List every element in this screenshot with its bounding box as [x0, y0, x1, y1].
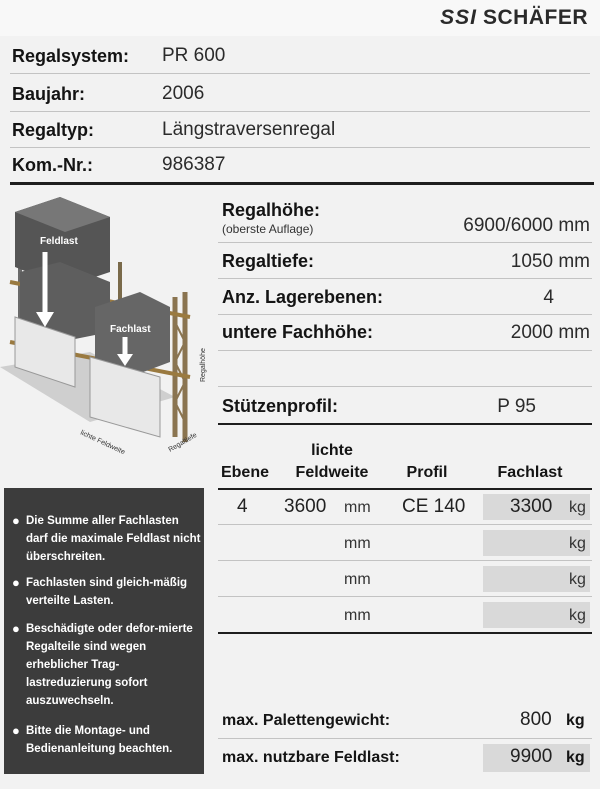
notice-text: Fachlasten sind gleich-mäßig verteilte Lasten. — [26, 577, 188, 607]
spec-label-profile: Stützenprofil: — [222, 396, 338, 416]
divider — [10, 73, 590, 74]
table-header-rule — [218, 488, 592, 490]
bottom-value-pallet: 800 — [520, 709, 552, 730]
table-header-profile: Profil — [406, 464, 448, 481]
spec-label-height: Regalhöhe: — [222, 200, 321, 220]
section-rule — [218, 423, 592, 425]
spec-value-levels: 4 — [543, 287, 554, 308]
illustration-label-feldlast: Feldlast — [40, 236, 78, 247]
illustration-label-fachlast: Fachlast — [110, 324, 151, 335]
notice-item — [12, 620, 202, 710]
spec-value-profile: P 95 — [497, 396, 536, 417]
table-cell-load-unit: kg — [569, 607, 586, 624]
info-value-system: PR 600 — [162, 45, 226, 66]
bottom-unit-field: kg — [566, 749, 585, 766]
spec-value-lower: 2000 mm — [510, 322, 590, 343]
table-header-level: Ebene — [220, 464, 269, 481]
info-label-system: Regalsystem: — [12, 46, 130, 66]
divider — [218, 560, 592, 561]
divider — [218, 596, 592, 597]
notice-text: Bitte die Montage- und Bedienanleitung beachten. — [26, 725, 173, 755]
section-rule — [10, 182, 594, 185]
illustration-label-height: Regalhöhe — [200, 348, 207, 382]
info-label-year: Baujahr: — [12, 84, 86, 104]
info-value-type: Längstraversenregal — [162, 119, 336, 140]
bullet-icon: ● — [12, 513, 20, 528]
divider — [218, 738, 592, 739]
illustration-label-width: lichte Feldweite — [79, 429, 126, 457]
notice-text: Beschädigte oder defor-mierte Regalteile sind wegen erheblicher Trag-lastreduzierung sofort auszuwechseln. — [26, 623, 193, 707]
table-cell-width-unit: mm — [344, 499, 371, 516]
notice-item — [12, 722, 202, 758]
info-label-kom: Kom.-Nr.: — [12, 155, 93, 175]
table-header-width-line2: Feldweite — [295, 464, 369, 481]
table-header-load: Fachlast — [497, 464, 563, 481]
divider — [218, 524, 592, 525]
info-value-year: 2006 — [162, 83, 205, 104]
table-cell-load-unit: kg — [569, 571, 586, 588]
info-label-type: Regaltyp: — [12, 120, 95, 140]
spec-label-levels: Anz. Lagerebenen: — [222, 287, 384, 307]
table-cell-width-unit: mm — [344, 607, 371, 624]
divider — [218, 386, 592, 387]
bullet-icon: ● — [12, 723, 20, 738]
info-value-kom: 986387 — [162, 154, 226, 175]
divider — [218, 278, 592, 279]
spec-label-lower: untere Fachhöhe: — [222, 322, 374, 342]
table-cell-width-unit: mm — [344, 571, 371, 588]
illustration-label-depth: Regaltiefe — [167, 431, 199, 454]
table-bottom-rule — [218, 632, 592, 634]
table-cell-load-unit: kg — [569, 499, 586, 516]
divider — [10, 111, 590, 112]
bottom-label-pallet: max. Palettengewicht: — [222, 712, 391, 729]
table-cell-load-unit: kg — [569, 535, 586, 552]
spec-sublabel-height: (oberste Auflage) — [222, 222, 314, 236]
bottom-label-field: max. nutzbare Feldlast: — [222, 749, 400, 766]
table-cell-level: 4 — [237, 496, 248, 517]
notice-item — [12, 574, 202, 610]
table-header-width-line1: lichte — [311, 442, 353, 459]
table-cell-width-unit: mm — [344, 535, 371, 552]
safety-notice-panel — [4, 488, 204, 774]
schaefer-logo — [440, 6, 588, 30]
spec-value-depth: 1050 mm — [510, 251, 590, 272]
spec-label-depth: Regaltiefe: — [222, 251, 315, 271]
rack-illustration — [0, 192, 215, 462]
table-cell-width: 3600 — [284, 496, 327, 517]
divider — [218, 314, 592, 315]
logo-name: SCHÄFER — [482, 6, 588, 29]
table-cell-profile: CE 140 — [402, 496, 466, 517]
divider — [218, 350, 592, 351]
spec-value-height: 6900/6000 mm — [463, 215, 590, 236]
notice-text: Die Summe aller Fachlasten darf die maximale Feldlast nicht überschreiten. — [26, 515, 201, 563]
table-cell-load: 3300 — [510, 496, 553, 517]
bullet-icon: ● — [12, 575, 20, 590]
divider — [10, 147, 590, 148]
bullet-icon: ● — [12, 621, 20, 636]
logo-prefix: SSI — [440, 6, 477, 29]
divider — [218, 242, 592, 243]
bottom-value-field: 9900 — [510, 746, 553, 767]
notice-item — [12, 512, 202, 566]
bottom-unit-pallet: kg — [566, 712, 585, 729]
